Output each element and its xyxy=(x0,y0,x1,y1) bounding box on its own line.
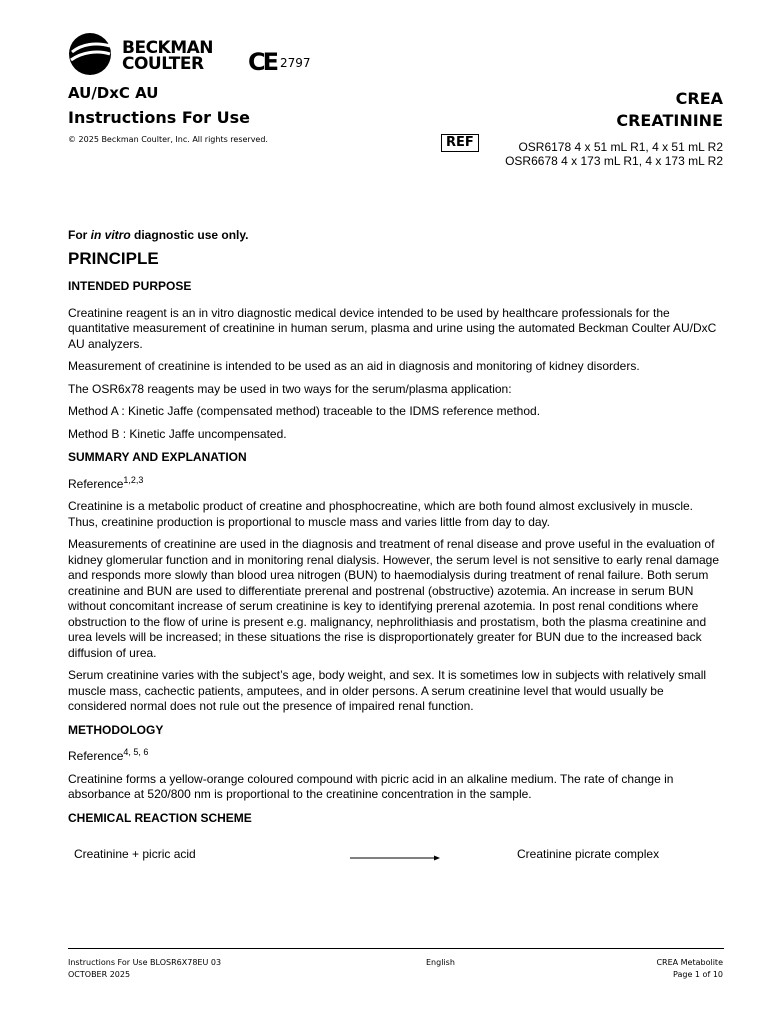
reactants: Creatinine + picric acid xyxy=(74,847,196,861)
assay-code: CREA xyxy=(675,89,723,108)
brand-line-2: COULTER xyxy=(122,54,204,74)
paragraph: Creatinine is a metabolic product of creatine and phosphocreatine, which are both found almost exclusively in muscle. Thus, creatinine production is proportional to muscle mass and varies little from day to day. xyxy=(68,499,694,529)
document-body xyxy=(68,228,724,882)
brand-line-1: BECKMAN xyxy=(122,38,214,58)
diagnostic-use-statement: For in vitro diagnostic use only. xyxy=(68,228,249,242)
paragraph: Serum creatinine varies with the subject’s age, body weight, and sex. It is sometimes low in subjects with relatively small muscle mass, cachectic patients, amputees, and in older persons. A serum creatinine level that would usually be considered normal does not rule out the presence of impaired renal function. xyxy=(68,668,707,713)
footer-page: Page 1 of 10 xyxy=(673,970,723,979)
ref-symbol: REF xyxy=(441,134,479,152)
reference-note: Reference$^{1,2,3}$ xyxy=(68,474,144,491)
product: Creatinine picrate complex xyxy=(517,847,660,861)
heading-methodology: METHODOLOGY xyxy=(68,722,164,737)
ref-line-2: OSR6678 4 x 173 mL R1, 4 x 173 mL R2 xyxy=(505,154,723,168)
ce-number: 2797 xyxy=(280,56,311,70)
ref-catalog-numbers xyxy=(505,140,723,168)
reaction-arrow-icon xyxy=(350,855,440,861)
paragraph: Creatinine forms a yellow-orange coloured compound with picric acid in an alkaline medium. The rate of change in absorbance at 520/800 nm is proportional to the creatinine concentration in the sample. xyxy=(68,771,674,801)
paragraph: Creatinine reagent is an in vitro diagnostic medical device intended to be used by healthcare professionals for the quantitative measurement of creatinine in human serum, plasma and urine using the automated Beckman Coulter AU/DxC AU analyzers. xyxy=(68,305,717,351)
brand-wordmark xyxy=(122,40,213,72)
footer-doc-id: Instructions For Use BLOSR6X78EU 03 xyxy=(68,958,222,967)
doc-type: Instructions For Use xyxy=(68,108,250,127)
footer-date: OCTOBER 2025 xyxy=(68,970,131,979)
copyright: © 2025 Beckman Coulter, Inc. All rights reserved. xyxy=(68,135,268,144)
footer-divider xyxy=(68,948,724,949)
assay-name: CREATININE xyxy=(616,111,723,130)
assay-title xyxy=(616,88,723,132)
ce-mark: CE xyxy=(248,48,277,76)
heading-summary: SUMMARY AND EXPLANATION xyxy=(68,450,247,464)
heading-reaction-scheme: CHEMICAL REACTION SCHEME xyxy=(68,810,252,825)
reference-note: Reference$^{4, 5, 6}$ xyxy=(68,747,149,763)
paragraph: Measurements of creatinine are used in the diagnosis and treatment of renal disease and prove useful in the evaluation of kidney glomerular function and in monitoring renal dialysis. However, the serum level is not sensitive to early renal damage and responds more slowly than blood urea nitrogen (BUN) to haemodialysis during treatment of renal failure. Both serum creatinine and BUN are used to differentiate prerenal and postrenal (obstructive) azotemia. An increase in serum BUN without concomitant increase of serum creatinine is key to identifying prerenal azotemia. In post renal conditions where obstruction to the flow of urine is present e.g. malignancy, nephrolithiasis and prostatism, both the plasma creatinine and urea levels will be increased; in these situations the rise is disproportionately greater for BUN due to the increased back diffusion of urea. xyxy=(68,537,719,660)
method-a: Method A : Kinetic Jaffe (compensated method) traceable to the IDMS reference method. xyxy=(68,404,541,418)
method-b: Method B : Kinetic Jaffe uncompensated. xyxy=(68,426,287,441)
footer-category: CREA Metabolite xyxy=(656,958,723,967)
footer-left xyxy=(68,957,221,981)
ref-line-1: OSR6178 4 x 51 mL R1, 4 x 51 mL R2 xyxy=(518,140,723,154)
heading-intended-purpose: INTENDED PURPOSE xyxy=(68,279,192,293)
product-line: AU/DxC AU xyxy=(68,84,159,102)
paragraph: Measurement of creatinine is intended to be used as an aid in diagnosis and monitoring of kidney disorders. xyxy=(68,359,640,373)
footer-language: English xyxy=(426,958,455,967)
reaction-scheme xyxy=(68,838,724,882)
paragraph: The OSR6x78 reagents may be used in two ways for the serum/plasma application: xyxy=(68,381,512,396)
section-principle: PRINCIPLE xyxy=(68,248,159,268)
footer-right xyxy=(656,957,723,981)
